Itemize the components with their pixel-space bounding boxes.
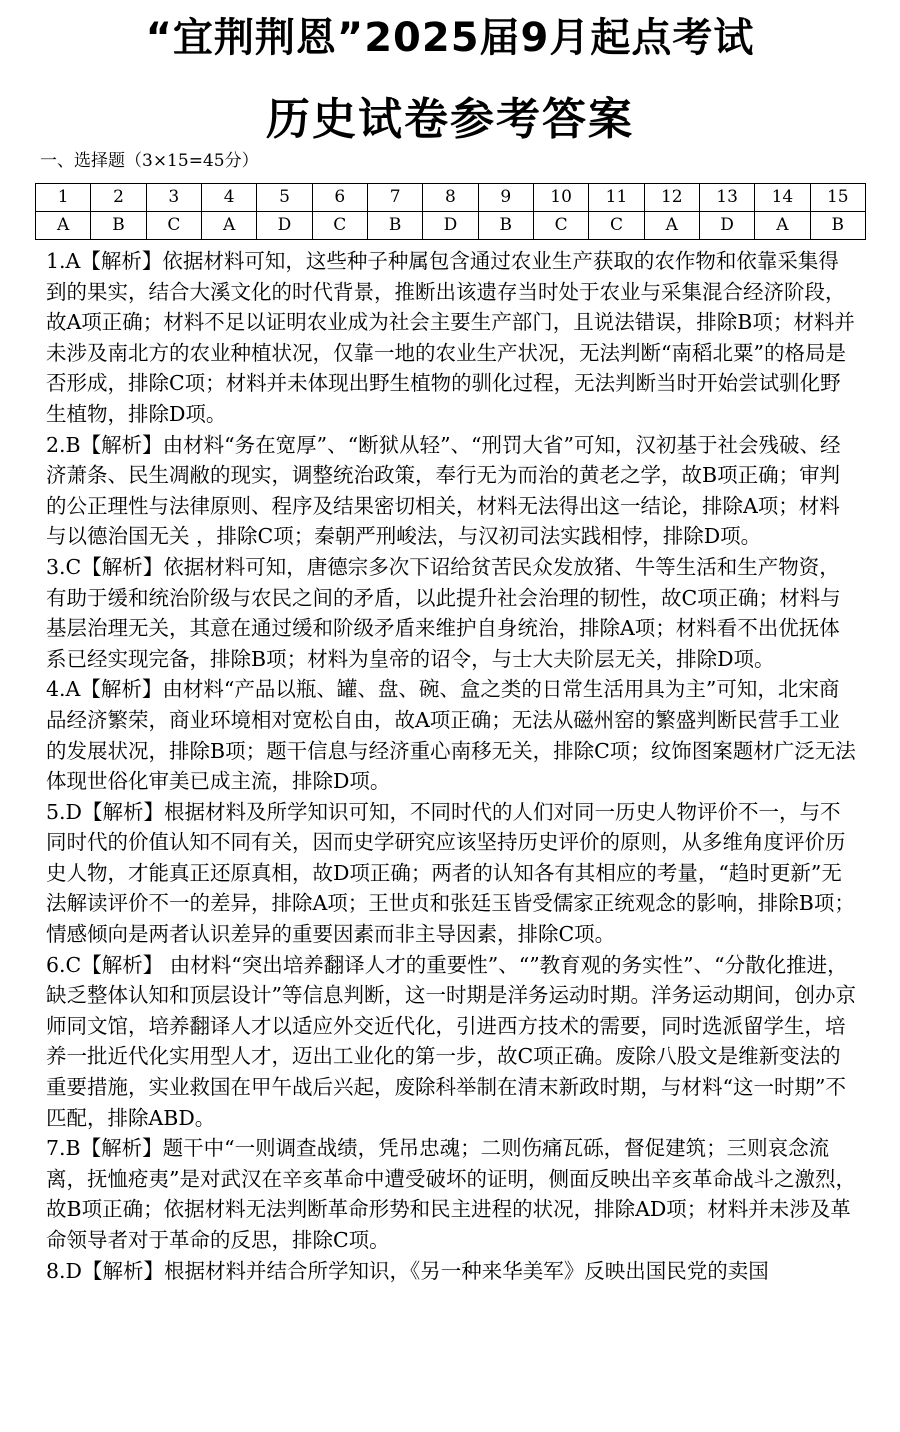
- question-number: 9: [478, 184, 533, 212]
- answer-cell: D: [257, 212, 312, 240]
- answer-cell: C: [312, 212, 367, 240]
- question-number: 5: [257, 184, 312, 212]
- question-number: 2: [91, 184, 146, 212]
- answer-cell: A: [36, 212, 91, 240]
- question-number: 8: [423, 184, 478, 212]
- answer-table-numbers-row: [36, 184, 866, 212]
- explanation-paragraph: 4.A【解析】由材料“产品以瓶、罐、盘、碗、盒之类的日常生活用具为主”可知，北宋商品经济繁荣，商业环境相对宽松自由，故A项正确；无法从磁州窑的繁盛判断民营手工业的发展状况，排除B项；题干信息与经济重心南移无关，排除C项；纹饰图案题材广泛无法体现世俗化审美已成主流，排除D项。: [46, 677, 856, 794]
- answer-table: [35, 183, 866, 240]
- question-number: 13: [699, 184, 754, 212]
- answer-cell: D: [699, 212, 754, 240]
- answer-cell: B: [810, 212, 865, 240]
- explanation-paragraph: 6.C【解析】 由材料“突出培养翻译人才的重要性”、“”教育观的务实性”、“分散化推进，缺乏整体认知和顶层设计”等信息判断，这一时期是洋务运动时期。洋务运动期间，创办京师同文馆，培养翻译人才以适应外交近代化，引进西方技术的需要，同时选派留学生，培养一批近代化实用型人才，迈出工业化的第一步，故C项正确。废除八股文是维新变法的重要措施，实业救国在甲午战后兴起，废除科举制在清末新政时期，与材料“这一时期”不匹配，排除ABD。: [46, 952, 856, 1130]
- explanation-paragraph: 5.D【解析】根据材料及所学知识可知，不同时代的人们对同一历史人物评价不一，与不同时代的价值认知不同有关，因而史学研究应该坚持历史评价的原则，从多维角度评价历史人物，才能真正还原真相，故D项正确；两者的认知各有其相应的考量，“趋时更新”无法解读评价不一的差异，排除A项；王世贞和张廷玉皆受儒家正统观念的影响，排除B项；情感倾向是两者认识差异的重要因素而非主导因素，排除C项。: [46, 799, 855, 947]
- question-number: 1: [36, 184, 91, 212]
- answer-cell: B: [367, 212, 422, 240]
- answer-cell: A: [201, 212, 256, 240]
- explanation-paragraph: 8.D【解析】根据材料并结合所学知识，《另一种来华美军》反映出国民党的卖国: [46, 1258, 769, 1283]
- answer-cell: C: [533, 212, 588, 240]
- explanation-paragraph: 3.C【解析】依据材料可知，唐德宗多次下诏给贫苦民众发放猪、牛等生活和生产物资，有助于缓和统治阶级与农民之间的矛盾，以此提升社会治理的韧性，故C项正确；材料与基层治理无关，其意在通过缓和阶级矛盾来维护自身统治，排除A项；材料看不出优抚体系已经实现完备，排除B项；材料为皇帝的诏令，与士大夫阶层无关，排除D项。: [46, 554, 841, 671]
- question-number: 3: [146, 184, 201, 212]
- explanation-paragraph: 2.B【解析】由材料“务在宽厚”、“断狱从轻”、“刑罚大省”可知，汉初基于社会残破、经济萧条、民生凋敝的现实，调整统治政策，奉行无为而治的黄老之学，故B项正确；审判的公正理性与法律原则、程序及结果密切相关，材料无法得出这一结论，排除A项；材料与以德治国无关 ，排除C项；秦朝严刑峻法，与汉初司法实践相悖，排除D项。: [46, 432, 841, 549]
- answer-cell: A: [755, 212, 810, 240]
- section-heading: 一、选择题（3×15=45分）: [40, 151, 259, 171]
- document-title-line1: “宜荆荆恩”2025届9月起点考试: [145, 15, 755, 61]
- answer-cell: D: [423, 212, 478, 240]
- question-number: 10: [533, 184, 588, 212]
- answer-cell: A: [644, 212, 699, 240]
- explanation-paragraph: 7.B【解析】题干中“一则调查战绩，凭吊忠魂；二则伤痛瓦砾，督促建筑；三则哀念流离，抚恤疮夷”是对武汉在辛亥革命中遭受破坏的证明，侧面反映出辛亥革命战斗之激烈，故B项正确；依据材料无法判断革命形势和民主进程的状况，排除AD项；材料并未涉及革命领导者对于革命的反思，排除C项。: [46, 1136, 856, 1252]
- question-number: 15: [810, 184, 865, 212]
- answer-cell: B: [478, 212, 533, 240]
- answer-cell: C: [589, 212, 644, 240]
- answer-cell: B: [91, 212, 146, 240]
- document-title-line2: 历史试卷参考答案: [266, 94, 634, 145]
- question-number: 7: [367, 184, 422, 212]
- explanation-paragraph: 1.A【解析】依据材料可知，这些种子种属包含通过农业生产获取的农作物和依靠采集得到的果实，结合大溪文化的时代背景，推断出该遗存当时处于农业与采集混合经济阶段，故A项正确；材料不足以证明农业成为社会主要生产部门，且说法错误，排除B项；材料并未涉及南北方的农业种植状况，仅靠一地的农业生产状况，无法判断“南稻北粟”的格局是否形成，排除C项；材料并未体现出野生植物的驯化过程，无法判断当时开始尝试驯化野生植物，排除D项。: [46, 249, 855, 426]
- question-number: 11: [589, 184, 644, 212]
- answer-cell: C: [146, 212, 201, 240]
- answer-table-answers-row: [36, 212, 866, 240]
- question-number: 14: [755, 184, 810, 212]
- question-number: 12: [644, 184, 699, 212]
- explanations-body: [46, 246, 858, 1286]
- question-number: 6: [312, 184, 367, 212]
- question-number: 4: [201, 184, 256, 212]
